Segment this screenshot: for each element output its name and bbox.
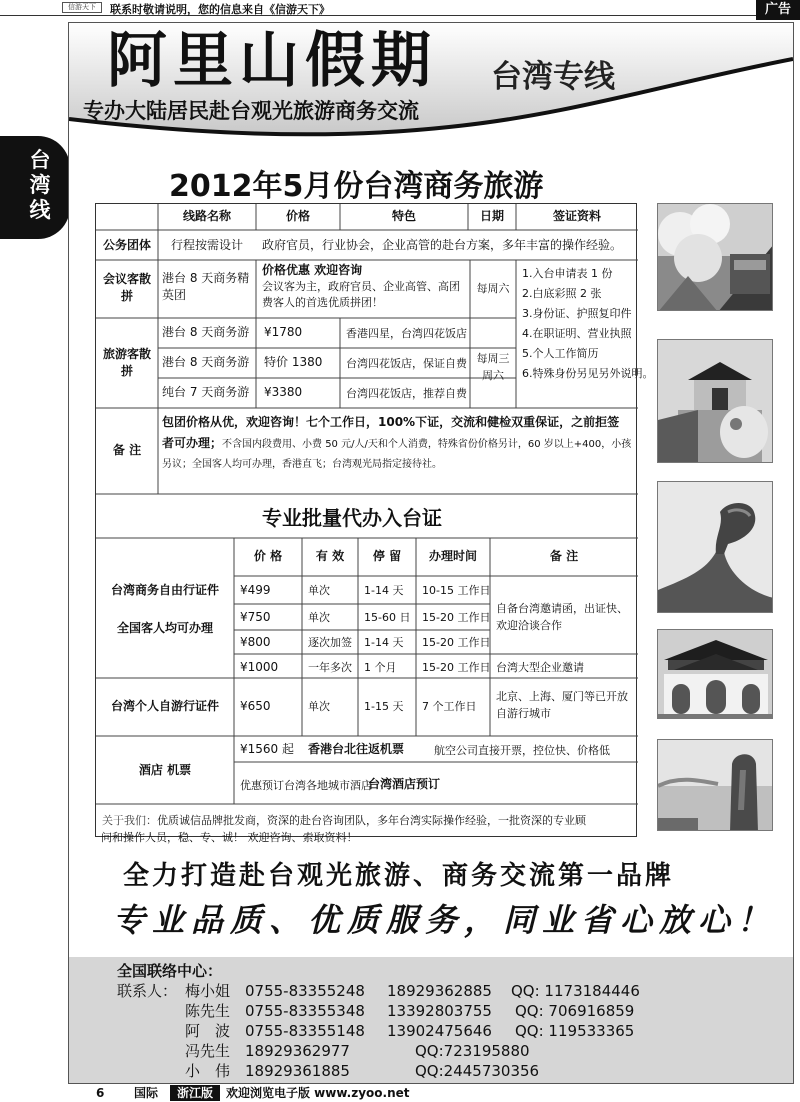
contact-qq-4: QQ:723195880 — [415, 1042, 530, 1060]
contact-tel-3: 0755-83355148 — [245, 1022, 365, 1040]
travel-price-3: ¥3380 — [264, 385, 303, 399]
travel-route-1: 港台 8 天商务游 — [162, 325, 250, 339]
permit-header-note: 备 注 — [549, 549, 579, 563]
brand-slogan: 专办大陆居民赴台观光旅游商务交流 — [83, 99, 419, 123]
permit-note-corp: 台湾大型企业邀请 — [496, 661, 584, 674]
side-tab-label: 台湾线 — [29, 148, 51, 222]
permit-time-1: 10-15 工作日 — [422, 584, 491, 597]
contact-tel-1: 0755-83355248 — [245, 982, 365, 1000]
remarks-line-3: 另议；全国客人均可办理，香港直飞；台湾观光局指定接待社。 — [162, 459, 442, 470]
contact-tel-4: 18929362977 — [245, 1042, 350, 1060]
contact-name-5: 小 伟 — [185, 1062, 231, 1080]
slogan-line-1: 全力打造赴台观光旅游、商务交流第一品牌 — [123, 861, 675, 891]
travel-feature-1: 香港四星，台湾四花饭店 — [346, 327, 467, 340]
conference-price-desc: 会议客为主，政府官员、企业高管、高团费客人的首选优质拼团！ — [262, 280, 460, 309]
contact-name-3: 阿 波 — [185, 1022, 231, 1040]
contact-qq-3: QQ: 119533365 — [515, 1022, 635, 1040]
travel-route-2: 港台 8 天商务游 — [162, 355, 250, 369]
top-notice: 联系时敬请说明，您的信息来自《信游天下》 — [110, 3, 330, 16]
visa-item-5: 5.个人工作简历 — [522, 347, 599, 360]
conference-label: 会议客散拼 — [102, 272, 151, 303]
contact-name-4: 冯先生 — [185, 1042, 231, 1060]
contact-tel-2: 0755-83355348 — [245, 1002, 365, 1020]
permit-validity-4: 一年多次 — [308, 661, 352, 674]
visa-item-2: 2.白底彩照 2 张 — [522, 287, 602, 300]
contact-qq-2: QQ: 706916859 — [515, 1002, 635, 1020]
side-tab — [0, 136, 70, 239]
ad-label: 广告 — [756, 0, 800, 20]
remarks-label: 备 注 — [112, 443, 142, 457]
travel-price-2: 特价 1380 — [264, 355, 323, 369]
photo-liberty-square — [657, 629, 773, 719]
photo-sun-moon-lake — [657, 739, 773, 831]
permit-header-time: 办理时间 — [428, 549, 477, 563]
publisher-logo: 信游天下 — [62, 2, 102, 13]
permit-header-stay: 停 留 — [372, 549, 402, 563]
tour-table — [95, 203, 654, 837]
individual-note: 北京、上海、厦门等已开放自游行城市 — [496, 690, 628, 720]
individual-validity: 单次 — [308, 700, 330, 713]
permit-price-1: ¥499 — [240, 583, 271, 597]
hotel-label: 酒店 机票 — [138, 763, 192, 777]
photo-queens-head-rock — [657, 481, 773, 613]
travel-feature-2: 台湾四花饭店，保证自费 — [346, 357, 467, 370]
contact-tel-5: 18929361885 — [245, 1062, 350, 1080]
travel-feature-3: 台湾四花饭店，推荐自费 — [346, 387, 467, 400]
photo-memorial-hall — [657, 339, 773, 463]
permit-header-price: 价 格 — [253, 549, 283, 563]
travel-price-1: ¥1780 — [264, 325, 303, 339]
hotel-booking-text: 优惠预订台湾各地城市酒店 — [240, 779, 372, 792]
photo-alishan-train — [657, 203, 773, 311]
about-line-2: 问和操作人员，稳、专、诚！ 欢迎咨询、索取资料！ — [101, 831, 358, 844]
contact-mobile-1: 18929362885 — [387, 982, 492, 1000]
contact-mobile-3: 13902475646 — [387, 1022, 492, 1040]
permit-stay-3: 1-14 天 — [364, 636, 404, 649]
contact-name-1: 梅小姐 — [185, 982, 231, 1000]
business-permit-sub: 全国客人均可办理 — [116, 621, 213, 635]
permit-price-4: ¥1000 — [240, 660, 279, 674]
permit-stay-4: 1 个月 — [364, 661, 397, 674]
footer-section: 国际 — [134, 1086, 159, 1100]
permit-time-4: 15-20 工作日 — [422, 661, 491, 674]
business-permit-label: 台湾商务自由行证件 — [110, 583, 219, 597]
top-strip — [0, 0, 800, 16]
header — [69, 23, 793, 153]
about-lead: 关于我们： — [102, 814, 157, 827]
travel-date: 每周三周六 — [476, 352, 510, 382]
header-route: 线路名称 — [182, 209, 231, 223]
permit-validity-3: 逐次加签 — [308, 636, 352, 649]
conference-price-title: 价格优惠 欢迎咨询 — [262, 263, 363, 277]
hotel-ticket-desc: 航空公司直接开票，控位快、价格低 — [434, 744, 610, 757]
hotel-ticket-price: ¥1560 起 — [240, 742, 294, 756]
about-line-1 — [102, 812, 586, 829]
official-route: 行程按需设计 — [170, 238, 243, 252]
permit-header-validity: 有 效 — [315, 549, 345, 563]
remarks-line-1: 包团价格从优，欢迎咨询！七个工作日，100%下证，交流和健检双重保证，之前拒签 — [162, 415, 620, 429]
footer-website[interactable]: 欢迎浏览电子版 www.zyoo.net — [226, 1086, 410, 1100]
ad-frame — [68, 22, 794, 1084]
conference-route: 港台 8 天商务精英团 — [162, 271, 250, 302]
page-title: 2012年5月份台湾商务旅游 — [169, 169, 544, 204]
travel-route-3: 纯台 7 天商务游 — [162, 385, 250, 399]
permit-price-3: ¥800 — [240, 635, 271, 649]
contact-qq-1: QQ: 1173184446 — [511, 982, 640, 1000]
permit-time-2: 15-20 工作日 — [422, 611, 491, 624]
remarks-line-2 — [162, 435, 631, 453]
permit-time-3: 15-20 工作日 — [422, 636, 491, 649]
individual-permit-label: 台湾个人自游行证件 — [110, 699, 219, 713]
header-date: 日期 — [479, 209, 504, 223]
brand-subtitle: 台湾专线 — [491, 59, 615, 95]
visa-item-6: 6.特殊身份另见另外说明。 — [522, 367, 654, 380]
page-footer — [0, 1084, 800, 1102]
conference-date: 每周六 — [476, 282, 510, 295]
contact-name-2: 陈先生 — [185, 1002, 231, 1020]
permit-price-2: ¥750 — [240, 610, 271, 624]
header-price: 价格 — [285, 209, 310, 223]
remarks-line-2-bold: 者可办理； — [162, 436, 223, 450]
brand-title: 阿里山假期 — [107, 26, 437, 96]
permit-note-main: 自备台湾邀请函，出证快、欢迎洽谈合作 — [496, 602, 628, 632]
official-desc: 政府官员，行业协会，企业高管的赴台方案，多年丰富的操作经验。 — [262, 238, 623, 252]
visa-item-4: 4.在职证明、营业执照 — [522, 327, 632, 340]
contact-title: 全国联络中心： — [117, 962, 223, 980]
contact-qq-5: QQ:2445730356 — [415, 1062, 540, 1080]
individual-time: 7 个工作日 — [422, 700, 477, 713]
about-line-1-text: 优质诚信品牌批发商，资深的赴台咨询团队，多年台湾实际操作经验，一批资深的专业顾 — [157, 814, 586, 827]
contact-panel — [69, 957, 793, 1084]
permit-stay-1: 1-14 天 — [364, 584, 404, 597]
permit-stay-2: 15-60 日 — [364, 611, 411, 624]
header-feature: 特色 — [391, 209, 416, 223]
contact-lead: 联系人： — [117, 982, 178, 1000]
individual-stay: 1-15 天 — [364, 700, 404, 713]
slogan-line-2: 专业品质、优质服务，同业省心放心！ — [113, 901, 777, 939]
contact-mobile-2: 13392803755 — [387, 1002, 492, 1020]
travel-label: 旅游客散拼 — [102, 347, 151, 378]
footer-edition: 浙江版 — [170, 1085, 220, 1101]
header-visa: 签证资料 — [552, 209, 601, 223]
footer-page-number: 6 — [96, 1086, 105, 1100]
visa-item-1: 1.入台申请表 1 份 — [522, 267, 613, 280]
hotel-booking-title: 台湾酒店预订 — [368, 777, 441, 791]
visa-item-3: 3.身份证、护照复印件 — [522, 307, 632, 320]
individual-price: ¥650 — [240, 699, 271, 713]
hotel-ticket-title: 香港台北往返机票 — [308, 742, 405, 756]
permit-section-title: 专业批量代办入台证 — [262, 506, 442, 530]
remarks-line-2-rest: 不含国内段费用、小费 50 元/人/天和个人消费，特殊省份价格另计，60 岁以上+400，小孩 — [222, 439, 632, 450]
permit-validity-1: 单次 — [308, 584, 330, 597]
permit-validity-2: 单次 — [308, 611, 330, 624]
official-label: 公务团体 — [102, 238, 151, 252]
